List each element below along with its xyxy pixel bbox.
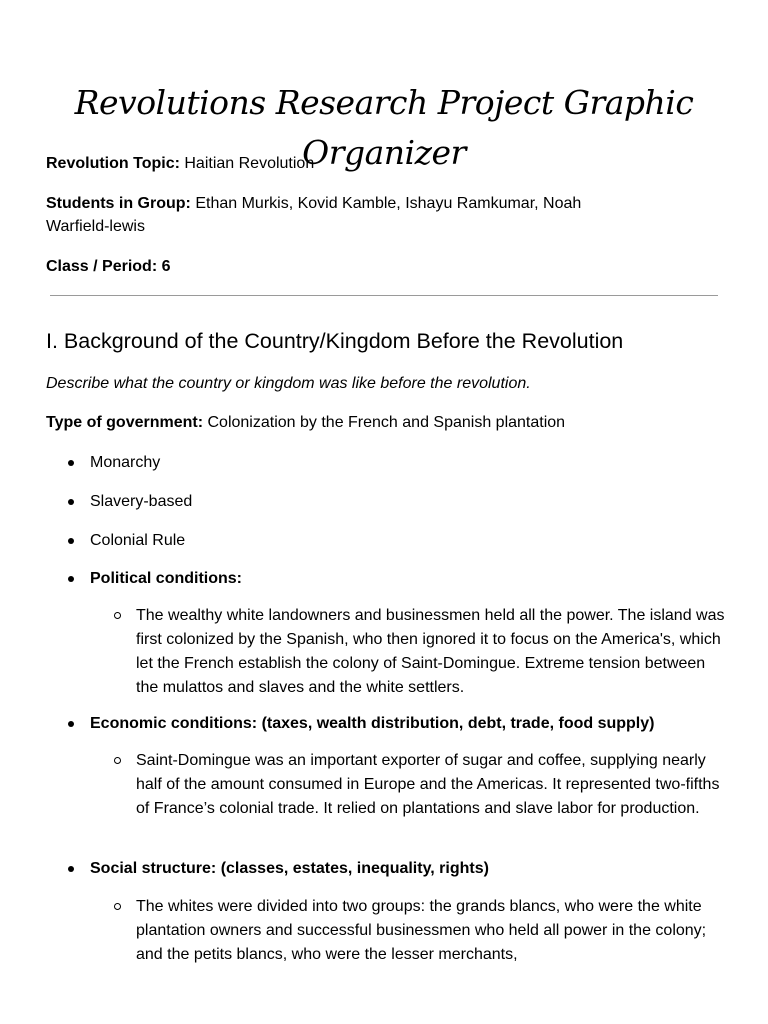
students-line	[46, 192, 646, 238]
hollow-bullet-icon	[114, 903, 121, 910]
social-structure-text: The whites were divided into two groups: the grands blancs, who were the white plantation owners and successful businessmen who held all power in the colony; and the petits blancs, who were the lesser merchants,	[136, 898, 707, 963]
students-label: Students in Group:	[46, 195, 191, 212]
section-heading: I. Background of the Country/Kingdom Before the Revolution	[46, 329, 624, 353]
bullet-icon	[68, 576, 74, 582]
government-value: Colonization by the French and Spanish plantation	[207, 414, 566, 431]
revolution-topic-line	[46, 152, 722, 175]
list-item-text: Colonial Rule	[90, 532, 186, 549]
government-label: Type of government:	[46, 414, 204, 431]
section-description: Describe what the country or kingdom was like before the revolution.	[46, 375, 531, 392]
economic-conditions-text: Saint-Domingue was an important exporter of sugar and coffee, supplying nearly half of the amount consumed in Europe and the Americas. It represented two-fifths of France’s colonial trade. It relied on plantations and slave labor for production.	[136, 752, 720, 817]
revolution-topic-value: Haitian Revolution	[184, 155, 315, 172]
bullet-icon	[68, 460, 74, 466]
economic-conditions-label: Economic conditions: (taxes, wealth distribution, debt, trade, food supply)	[90, 715, 655, 732]
revolution-topic-label: Revolution Topic:	[46, 155, 180, 172]
political-conditions-label: Political conditions:	[90, 570, 243, 587]
bullet-icon	[68, 721, 74, 727]
document-title: Revolutions Research Project Graphic Organizer	[74, 83, 694, 172]
class-period-line	[46, 255, 722, 278]
hollow-bullet-icon	[114, 612, 121, 619]
bullet-icon	[68, 538, 74, 544]
students-value: Ethan Murkis, Kovid Kamble, Ishayu Ramkumar, Noah Warfield-lewis	[46, 195, 582, 235]
class-period-label: Class / Period: 6	[46, 258, 171, 275]
government-line	[46, 412, 565, 434]
bullet-icon	[68, 866, 74, 872]
list-item-text: Slavery-based	[90, 493, 193, 510]
political-conditions-text: The wealthy white landowners and businessmen held all the power. The island was first colonized by the Spanish, who then ignored it to focus on the America's, which let the French establish the colony of Saint-Domingue. Extreme tension between the mulattos and slaves and the white settlers.	[136, 607, 725, 696]
bullet-icon	[68, 499, 74, 505]
social-structure-label: Social structure: (classes, estates, inequality, rights)	[90, 860, 489, 877]
horizontal-divider	[50, 295, 718, 296]
list-item-text: Monarchy	[90, 454, 161, 471]
hollow-bullet-icon	[114, 757, 121, 764]
